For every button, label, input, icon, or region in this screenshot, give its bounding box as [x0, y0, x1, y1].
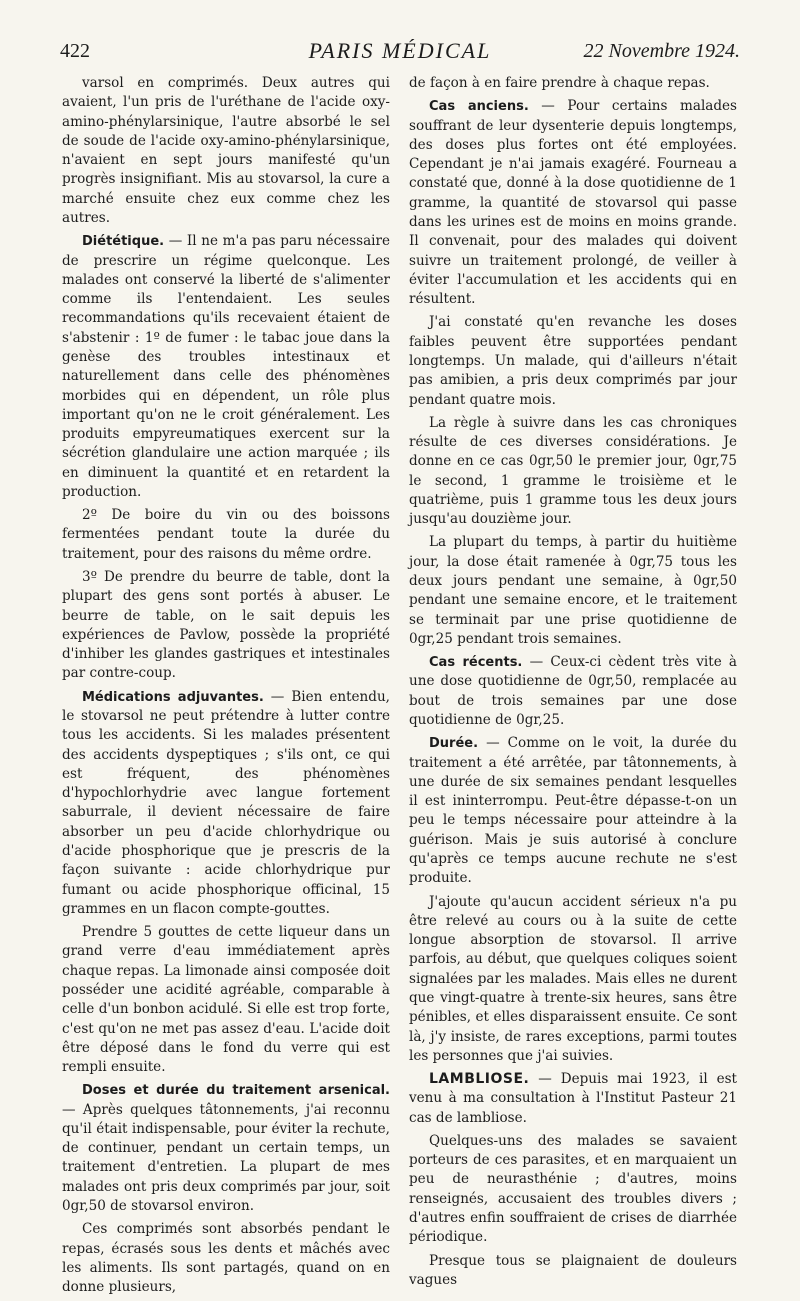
paragraph-text: de façon à en faire prendre à chaque repas.: [409, 75, 710, 91]
paragraph-text: — Comme on le voit, la durée du traitement a été arrêtée, par tâtonnements, à une durée de six semaines pendant lesquelles il est ininterrompu. Peut-être dépasse-t-on un peu le temps nécessaire pour atteindre à la guérison. Mais je suis autorisé à conclure qu'après ce temps aucune rechute ne s'est produite.: [409, 735, 737, 887]
paragraph: [409, 313, 737, 409]
paragraph: [409, 1252, 737, 1291]
section-heading: LAMBLIOSE.: [429, 1071, 530, 1088]
paragraph-text: — Après quelques tâtonnements, j'ai reconnu qu'il était indispensable, pour éviter la rechute, de continuer, pendant un certain temps, un traitement d'entretien. La plupart de mes malades ont pris deux comprimés par jour, soit 0gr,50 de stovarsol environ.: [62, 1101, 390, 1215]
paragraph-text: — Ceux-ci cèdent très vite à une dose quotidienne de 0gr,50, remplacée au bout de trois semaines par une dose quotidienne de 0gr,25.: [409, 654, 737, 728]
paragraph: [409, 74, 737, 93]
paragraph: [62, 688, 390, 919]
paragraph: [62, 232, 390, 502]
paragraph: [409, 653, 737, 730]
section-heading: Doses et durée du traitement arsenical.: [82, 1083, 390, 1099]
paragraph: [409, 1132, 737, 1248]
paragraph-text: Ces comprimés sont absorbés pendant le repas, écrasés sous les dents et mâchés avec les aliments. Ils sont partagés, quand on en donne plusieurs,: [62, 1221, 390, 1296]
section-heading: Cas récents.: [429, 655, 523, 671]
paragraph-text: J'ajoute qu'aucun accident sérieux n'a pu être relevé au cours ou à la suite de cette longue absorption de stovarsol. Il arrive parfois, au début, que quelques coliques soient signalées par les malades. Mais elles ne durent que vingt-quatre à trente-six heures, sans être pénibles, et elles disparaissent ensuite. Ce sont là, j'y insiste, de rares exceptions, parmi toutes les personnes que j'ai suivies.: [409, 893, 737, 1064]
paragraph-text: La plupart du temps, à partir du huitième jour, la dose était ramenée à 0gr,75 tous les deux jours pendant une semaine, à 0gr,50 pendant une semaine encore, et le traitement se terminait par une prise quotidienne de 0gr,25 pendant trois semaines.: [409, 534, 737, 647]
section-heading: Diététique.: [82, 234, 165, 250]
section-heading: Médications adjuvantes.: [82, 689, 264, 705]
paragraph-text: — Il ne m'a pas paru nécessaire de prescrire un régime quelconque. Les malades ont conservé la liberté de s'alimenter comme ils l'entendaient. Les seules recommandations qu'ils recevaient étaient de s'abstenir : 1º de fumer : le tabac joue dans la genèse des troubles intestinaux et naturellement dans celle des phénomènes morbides qui en dépendent, un rôle plus important qu'on ne le croit généralement. Les produits empyreumatiques exercent sur la sécrétion glandulaire une action marquée ; ils en diminuent la quantité et en retardent la production.: [62, 233, 390, 500]
left-column: [62, 74, 390, 1301]
paragraph: [62, 568, 390, 684]
paragraph: [409, 734, 737, 888]
paragraph: [409, 97, 737, 309]
page-header: [60, 38, 740, 66]
paragraph-text: 2º De boire du vin ou des boissons fermentées pendant toute la durée du traitement, pour des raisons du même ordre.: [62, 507, 390, 562]
paragraph: [62, 1081, 390, 1216]
paragraph-text: 3º De prendre du beurre de table, dont la plupart des gens sont portés à abuser. Le beurre de table, on le sait depuis les expériences de Pavlow, possède la propriété d'inhiber les glandes gastriques et intestinales par contre-coup.: [62, 569, 390, 682]
section-heading: Durée.: [429, 736, 479, 752]
paragraph: [62, 923, 390, 1077]
paragraph-text: — Bien entendu, le stovarsol ne peut prétendre à lutter contre tous les accidents. Si les malades présentent des accidents dyspeptiques ; s'ils ont, ce qui est fréquent, des phénomènes d'hypochlorhydrie avec langue fortement saburrale, il devient nécessaire de faire absorber un peu d'acide chlorhydrique ou d'acide phosphorique que je prescris de la façon suivante : acide chlorhydrique pur fumant ou acide phosphorique officinal, 15 grammes en un flacon compte-gouttes.: [62, 688, 390, 917]
paragraph: [409, 1070, 737, 1128]
paragraph-text: Quelques-uns des malades se savaient porteurs de ces parasites, et en marquaient un peu de neurasthénie ; d'autres, moins renseignés, accusaient des troubles divers ; d'autres enfin souffraient de crises de diarrhée périodique.: [409, 1132, 737, 1246]
journal-title: PARIS MÉDICAL: [308, 38, 492, 63]
paragraph: [62, 74, 390, 228]
paragraph-text: J'ai constaté qu'en revanche les doses faibles peuvent être supportées pendant longtemps. Un malade, qui d'ailleurs n'était pas amibien, a pris deux comprimés par jour pendant quatre mois.: [409, 314, 737, 408]
paragraph: [62, 1220, 390, 1297]
paragraph: [409, 893, 737, 1067]
paragraph: [409, 533, 737, 649]
section-heading: Cas anciens.: [429, 99, 529, 115]
right-column: [409, 74, 737, 1294]
paragraph-text: La règle à suivre dans les cas chroniques résulte de ces diverses considérations. Je donne en ce cas 0gr,50 le premier jour, 0gr,75 le second, 1 gramme le troisième et le quatrième, puis 1 gramme tous les deux jours jusqu'au douzième jour.: [409, 414, 737, 528]
paragraph-text: varsol en comprimés. Deux autres qui avaient, l'un pris de l'uréthane de l'acide oxy-amino-phénylarsinique, l'autre absorbé le sel de soude de l'acide oxy-amino-phénylarsinique, n'avaient en sept jours manifesté qu'un progrès insignifiant. Mis au stovarsol, la cure a marché ensuite chez eux comme chez les autres.: [62, 75, 390, 226]
paragraph-text: Presque tous se plaignaient de douleurs vagues: [409, 1252, 737, 1288]
issue-date: 22 Novembre 1924.: [583, 40, 740, 62]
paragraph: [62, 506, 390, 564]
paragraph-text: — Pour certains malades souffrant de leur dysenterie depuis longtemps, des doses plus fortes ont été employées. Cependant je n'ai jamais exagéré. Fourneau a constaté que, donné à la dose quotidienne de 1 gramme, la quantité de stovarsol qui passe dans les urines est de moins en moins grande. Il convenait, pour des malades qui doivent suivre un traitement prolongé, de veiller à éviter l'accumulation et les accidents qui en résultent.: [409, 98, 738, 308]
paragraph: [409, 414, 737, 530]
page-number: 422: [60, 40, 90, 62]
paragraph-text: — Depuis mai 1923, il est venu à ma consultation à l'Institut Pasteur 21 cas de lambliose.: [409, 1071, 737, 1126]
paragraph-text: Prendre 5 gouttes de cette liqueur dans un grand verre d'eau immédiatement après chaque repas. La limonade ainsi composée doit posséder une acidité agréable, comparable à celle d'un bonbon acidulé. Si elle est trop forte, c'est qu'on ne met pas assez d'eau. L'acide doit être déposé dans le fond du verre qui est rempli ensuite.: [62, 924, 390, 1076]
